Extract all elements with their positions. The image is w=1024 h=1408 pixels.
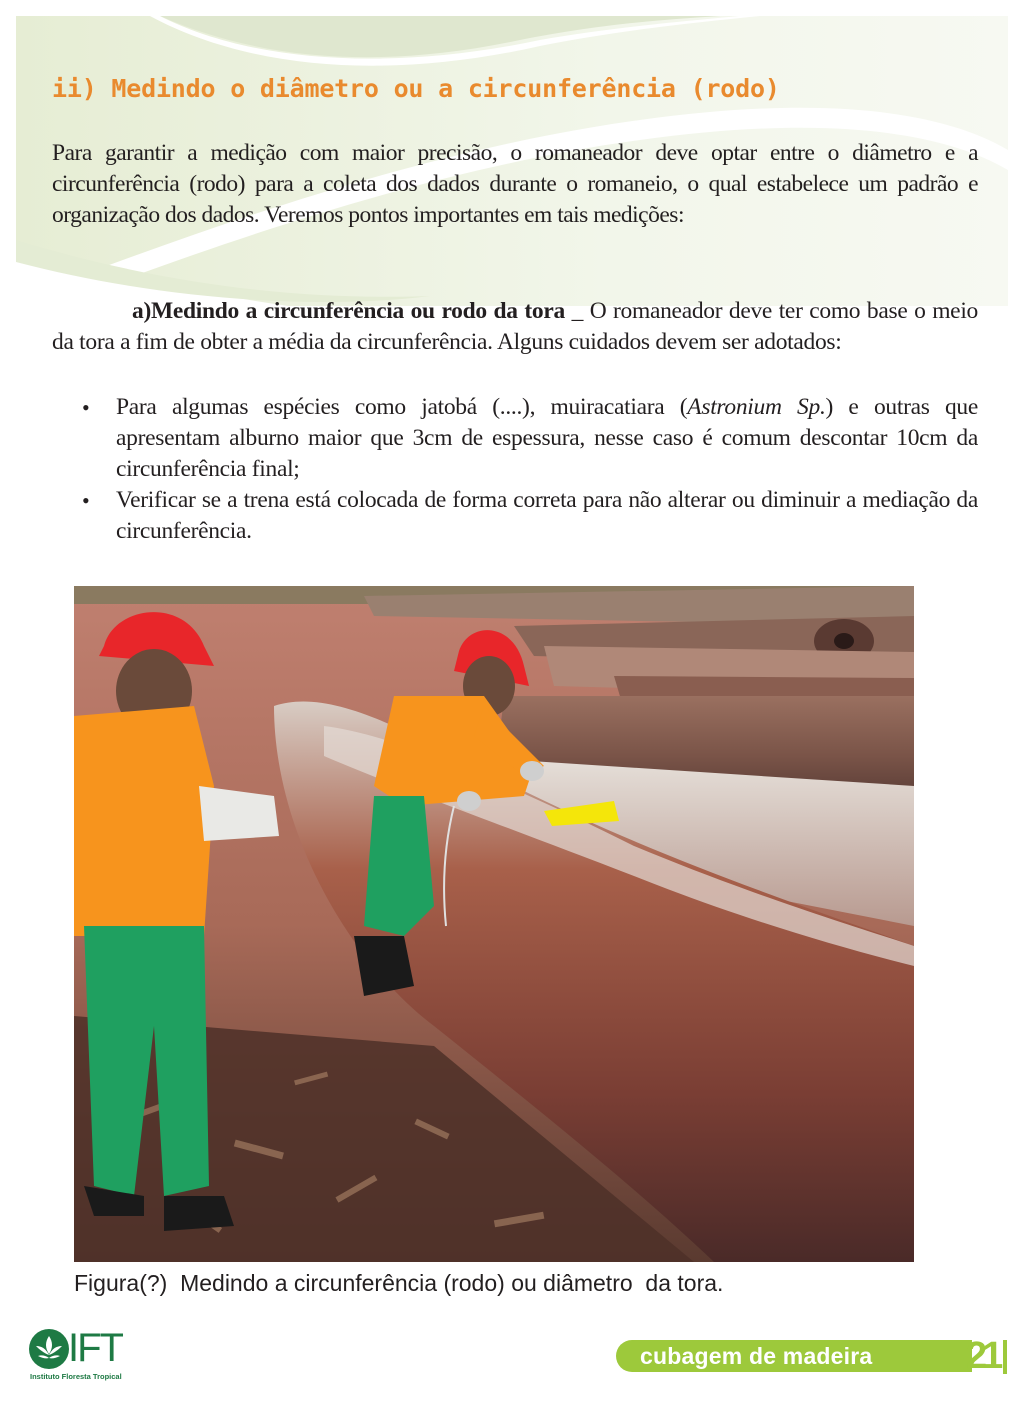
ift-logo (28, 1328, 138, 1384)
subsection-text: O romaneador deve ter como base o meio da tora a fim de obter a média da circunferência. Alguns cuidados devem ser adotados: (52, 298, 978, 355)
subsection-paragraph (52, 296, 978, 358)
bullet-icon: • (82, 395, 90, 420)
subsection-separator: _ (564, 298, 590, 324)
list-item-text-end: ) e outras que apresentam alburno maior que 3cm de espessura, nesse caso é comum descontar 10cm da circunferência final; (116, 394, 978, 482)
figure-photo (74, 586, 914, 1262)
section-title: ii) Medindo o diâmetro ou a circunferência (rodo) (52, 74, 780, 103)
species-name: Astronium Sp. (687, 394, 826, 420)
list-item-text: Para algumas espécies como jatobá (....), muiracatiara ( (116, 394, 688, 420)
list-item-text: Verificar se a trena está colocada de forma correta para não alterar ou diminuir a mediação da circunferência. (116, 487, 978, 544)
list-item (52, 392, 978, 485)
page-number: 21 (966, 1335, 999, 1377)
bullet-icon: • (82, 488, 90, 513)
page-number-bar (1003, 1340, 1007, 1374)
list-item (52, 485, 978, 547)
footer-band-label: cubagem de madeira (640, 1343, 873, 1369)
figure-caption: Figura(?) Medindo a circunferência (rodo) ou diâmetro da tora. (74, 1270, 724, 1296)
subsection-heading: a)Medindo a circunferência ou rodo da tora (132, 298, 565, 324)
intro-paragraph: Para garantir a medição com maior precisão, o romaneador deve optar entre o diâmetro e a circunferência (rodo) para a coleta dos dados durante o romaneio, o qual estabelece um padrão e organização dos dados. Veremos pontos importantes em tais medições: (52, 140, 978, 228)
logo-subtitle: Instituto Floresta Tropical (30, 1372, 122, 1381)
leaf-logo-icon (28, 1328, 70, 1370)
logo-letters: IFT (68, 1326, 122, 1370)
care-list (52, 392, 978, 547)
